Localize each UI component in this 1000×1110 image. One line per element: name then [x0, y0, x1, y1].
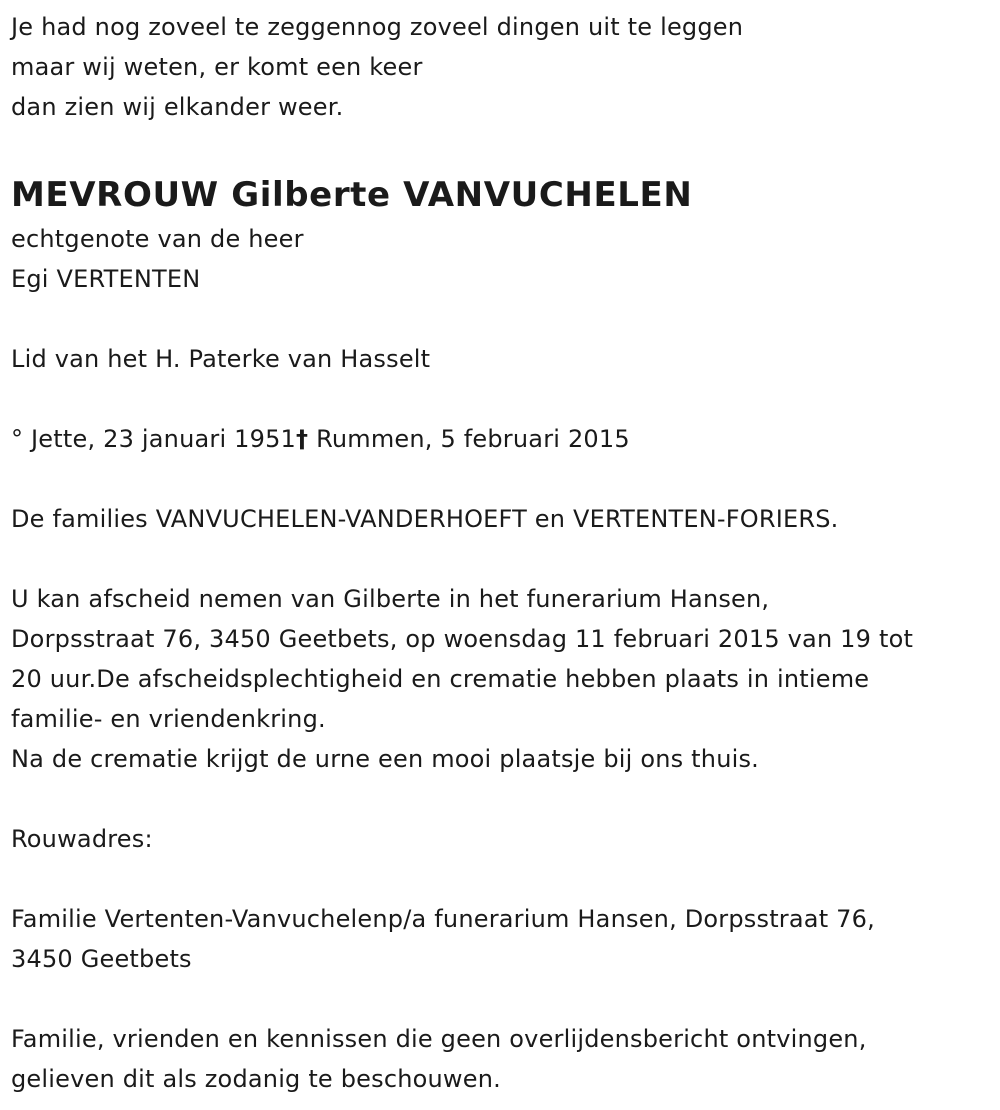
- spacer: [11, 539, 1000, 579]
- paragraph-line: familie- en vriendenkring.: [11, 705, 326, 733]
- spouse-name: Egi VERTENTEN: [11, 265, 201, 293]
- death-date: Rummen, 5 februari 2015: [308, 425, 630, 453]
- families-text: De families VANVUCHELEN-VANDERHOEFT en VERTENTEN-FORIERS.: [11, 505, 839, 533]
- poem: [11, 7, 1000, 127]
- dates-line: [11, 419, 1000, 459]
- spacer: [11, 779, 1000, 819]
- cross-icon: †: [296, 425, 309, 453]
- membership-text: Lid van het H. Paterke van Hasselt: [11, 345, 431, 373]
- birth-date: ° Jette, 23 januari 1951: [11, 425, 297, 453]
- closing-line: gelieven dit als zodanig te beschouwen.: [11, 1065, 501, 1093]
- spacer: [11, 379, 1000, 419]
- relation-line: echtgenote van de heer: [11, 225, 304, 253]
- deceased-name: MEVROUW Gilberte VANVUCHELEN: [11, 175, 693, 215]
- poem-line: dan zien wij elkander weer.: [11, 93, 344, 121]
- address-line: Familie Vertenten-Vanvuchelenp/a funerarium Hansen, Dorpsstraat 76,: [11, 905, 875, 933]
- mourning-address: [11, 899, 1000, 979]
- closing-note: [11, 1019, 1000, 1099]
- spacer: [11, 299, 1000, 339]
- address-line: 3450 Geetbets: [11, 945, 192, 973]
- paragraph-line: Na de crematie krijgt de urne een mooi plaatsje bij ons thuis.: [11, 745, 760, 773]
- spacer: [11, 127, 1000, 166]
- spacer: [11, 979, 1000, 1019]
- farewell-paragraph: [11, 579, 1000, 779]
- spacer: [11, 459, 1000, 499]
- closing-line: Familie, vrienden en kennissen die geen overlijdensbericht ontvingen,: [11, 1025, 867, 1053]
- spacer: [11, 859, 1000, 899]
- paragraph-line: Dorpsstraat 76, 3450 Geetbets, op woensdag 11 februari 2015 van 19 tot: [11, 625, 914, 653]
- paragraph-line: U kan afscheid nemen van Gilberte in het funerarium Hansen,: [11, 585, 770, 613]
- poem-line: maar wij weten, er komt een keer: [11, 53, 423, 81]
- mourning-address-label: Rouwadres:: [11, 825, 153, 853]
- paragraph-line: 20 uur.De afscheidsplechtigheid en crematie hebben plaats in intieme: [11, 665, 870, 693]
- poem-line: Je had nog zoveel te zeggennog zoveel dingen uit te leggen: [11, 13, 744, 41]
